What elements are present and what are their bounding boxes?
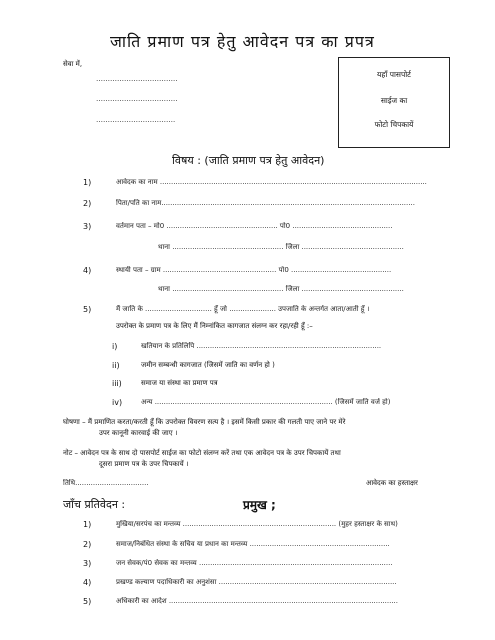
field-permanent-thana: थाना .................................................. जिला .............................................. [158,285,404,293]
inquiry-3-text: जन सेवक/पं0 सेवक का मन्तव्य ....................................................................................... [116,559,393,567]
photo-box [338,57,450,148]
addressee-line-2: …………………………….. [96,95,178,103]
field-caste: मैं जाति के .............................. हूँ जो ..................... उपजाति के अन्तर्गत आता/आती हूँ । [116,305,370,313]
field-present-address: वर्तमान पता – मो0 .................................................. पो0 ............................................. [116,222,393,230]
doc-4-text: अन्य ................................................................................ (जिसमें जाति वर्ज हो) [141,398,391,406]
subject-line: विषय : (जाति प्रमाण पत्र हेतु आवेदन) [172,154,325,167]
doc-2-text: जमीन सम्बन्धी कागजात (जिसमें जाति का वर्णन हो ) [141,361,275,369]
pramukh-heading: प्रमुख ; [243,498,276,512]
inquiry-2-text: समाज/निबंधित संस्था के सचिव या प्रधान का मन्तव्य ............................................................... [116,540,390,548]
field-permanent-address: स्थायी पता – ग्राम ................................................... पो0 ............................................. [116,266,392,274]
note-line-2: दूसरा प्रमाण पत्र के उपर चिपकायें । [99,460,189,468]
field-2-number: 2) [83,199,92,208]
inquiry-5-number: 5) [83,597,92,606]
signature-label: आवेदक का हस्ताक्षर [366,479,418,487]
inquiry-2-number: 2) [83,540,92,549]
photo-box-line-1: यहाँ पासपोर्ट [377,70,411,79]
attachments-intro: उपरोक्त के प्रमाण पत्र के लिए मैं निम्नांकित कागजात संलग्न कर रहा/रही हूँ :– [116,322,313,330]
field-3-number: 3) [83,222,92,231]
inquiry-3-number: 3) [83,559,92,568]
note-line-1: नोट – आवेदन पत्र के साथ दो पासपोर्ट साईज का फोटो संलग्न करें तथा एक आवेदन पत्र के उपर चिपकायें तथा [63,449,341,457]
field-applicant-name: आवेदक का नाम ........................................................................................................................ [116,178,427,186]
addressee-label: सेवा में, [63,60,83,68]
field-5-number: 5) [83,305,92,314]
date-label: तिथि................................. [63,479,149,487]
photo-box-line-2: साईज का [380,96,408,105]
addressee-line-3: ……………………………. [96,116,176,124]
inquiry-5-text: अधिकारी का आदेश ....................................................................................................... [116,597,399,605]
doc-1-number: i) [112,342,118,351]
inquiry-4-number: 4) [83,578,92,587]
doc-2-number: ii) [112,361,120,370]
page-title: जाति प्रमाण पत्र हेतु आवेदन पत्र का प्रपत्र [110,32,375,51]
doc-4-number: iv) [112,398,123,407]
field-4-number: 4) [83,266,92,275]
addressee-line-1: …………………………….. [96,75,178,83]
declaration-line-2: उपर कानूनी कारवाई की जाए । [99,429,178,437]
declaration-line-1: घोषणा – मैं प्रमाणित करता/करती हूँ कि उपरोक्त विवरण सत्य है । इसमें किसी प्रकार की गलती पाए जाने पर मेरे [63,418,346,426]
inquiry-1-text: मुखिया/सरपंच का मन्तव्य ..................................................................... (मुहर हस्ताक्षर के साथ) [116,520,398,528]
doc-3-text: समाज या संस्था का प्रमाण पत्र [141,379,218,387]
inquiry-1-number: 1) [83,520,92,529]
photo-box-line-3: फोटो चिपकायें [374,120,414,129]
doc-3-number: iii) [112,379,122,388]
field-1-number: 1) [83,178,92,187]
field-present-thana: थाना .................................................. जिला .............................................. [158,243,404,251]
doc-1-text: खतियान के प्रतिलिपि ................................................................................... [141,342,382,350]
inquiry-4-text: प्रखण्ड कल्याण पदाधिकारी का अनुशंसा ................................................................................ [116,578,397,586]
field-father-name: पिता/पति का नाम.................................................................................................................. [116,199,415,207]
inquiry-heading: जाँच प्रतिवेदन : [63,498,126,511]
